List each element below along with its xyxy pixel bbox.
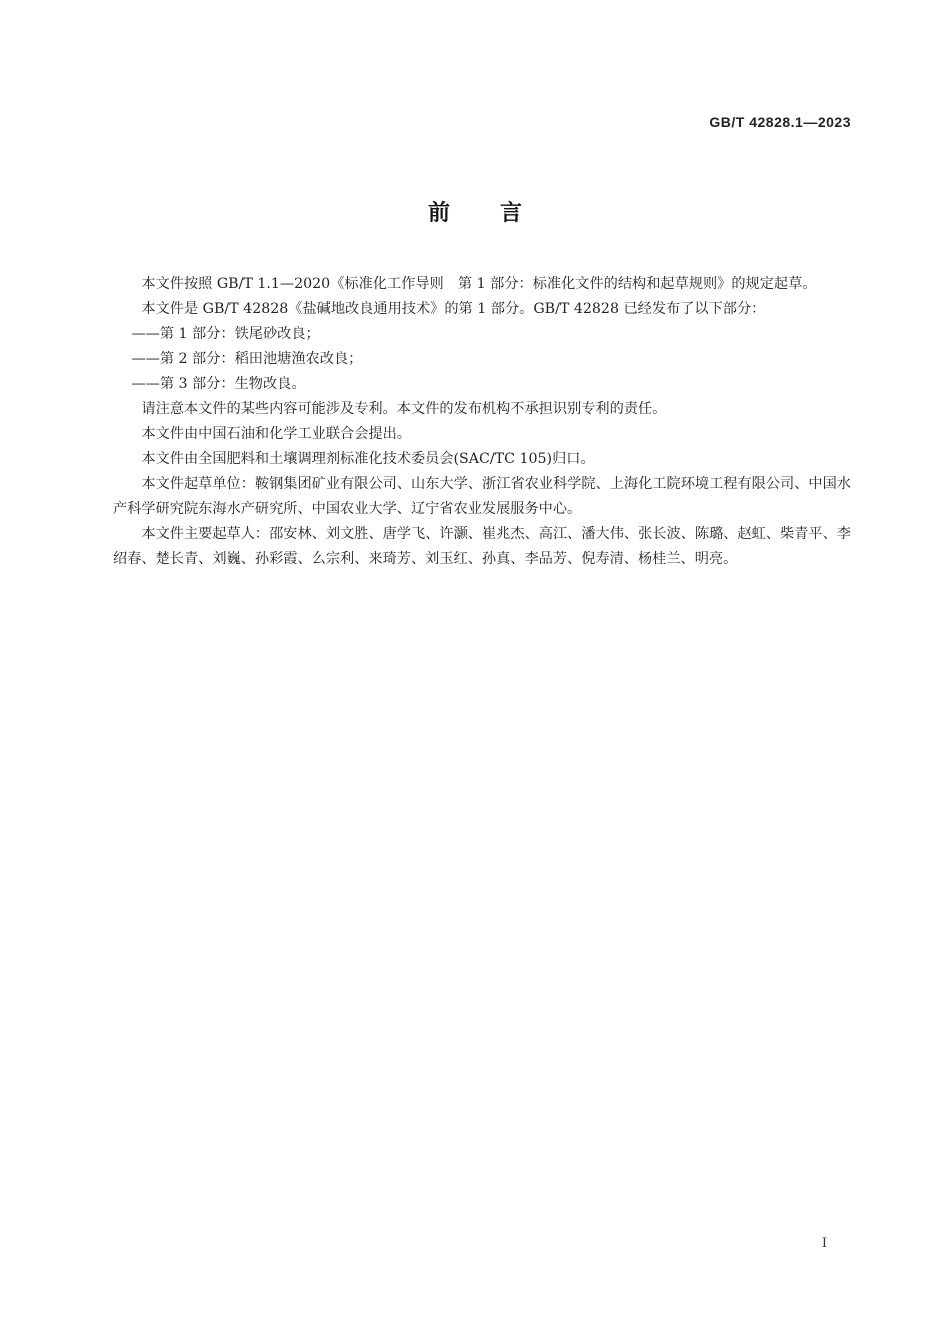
list-item-part-1: ——第 1 部分：铁尾砂改良；: [131, 326, 320, 342]
paragraph-standard-parts: 本文件是 GB/T 42828《盐碱地改良通用技术》的第 1 部分。GB/T 42828 已经发布了以下部分：: [141, 301, 766, 317]
paragraph-drafting-units: 本文件起草单位：鞍钢集团矿业有限公司、山东大学、浙江省农业科学院、上海化工院环境工程有限公司、中国水产科学研究院东海水产研究所、中国农业大学、辽宁省农业发展服务中心。: [113, 476, 851, 517]
page-number: I: [821, 1236, 827, 1251]
foreword-body: [113, 272, 851, 572]
page-title: 前言: [427, 200, 572, 226]
standard-number: GB/T 42828.1—2023: [709, 114, 851, 130]
paragraph-drafters: 本文件主要起草人：邵安林、刘文胜、唐学飞、许灏、崔兆杰、高江、潘大伟、张长波、陈璐、赵虹、柴青平、李绍春、楚长青、刘巍、孙彩霞、么宗利、来琦芳、刘玉红、孙真、李品芳、倪寿清、杨桂兰、明亮。: [113, 526, 851, 567]
paragraph-drafting-rules: 本文件按照 GB/T 1.1—2020《标准化工作导则 第 1 部分：标准化文件的结构和起草规则》的规定起草。: [141, 276, 817, 292]
paragraph-committee: 本文件由全国肥料和土壤调理剂标准化技术委员会(SAC/TC 105)归口。: [141, 451, 595, 467]
paragraph-proposer: 本文件由中国石油和化学工业联合会提出。: [141, 426, 411, 442]
list-item-part-3: ——第 3 部分：生物改良。: [131, 376, 306, 392]
list-item-part-2: ——第 2 部分：稻田池塘渔农改良；: [131, 351, 363, 367]
paragraph-patent-notice: 请注意本文件的某些内容可能涉及专利。本文件的发布机构不承担识别专利的责任。: [141, 401, 667, 417]
